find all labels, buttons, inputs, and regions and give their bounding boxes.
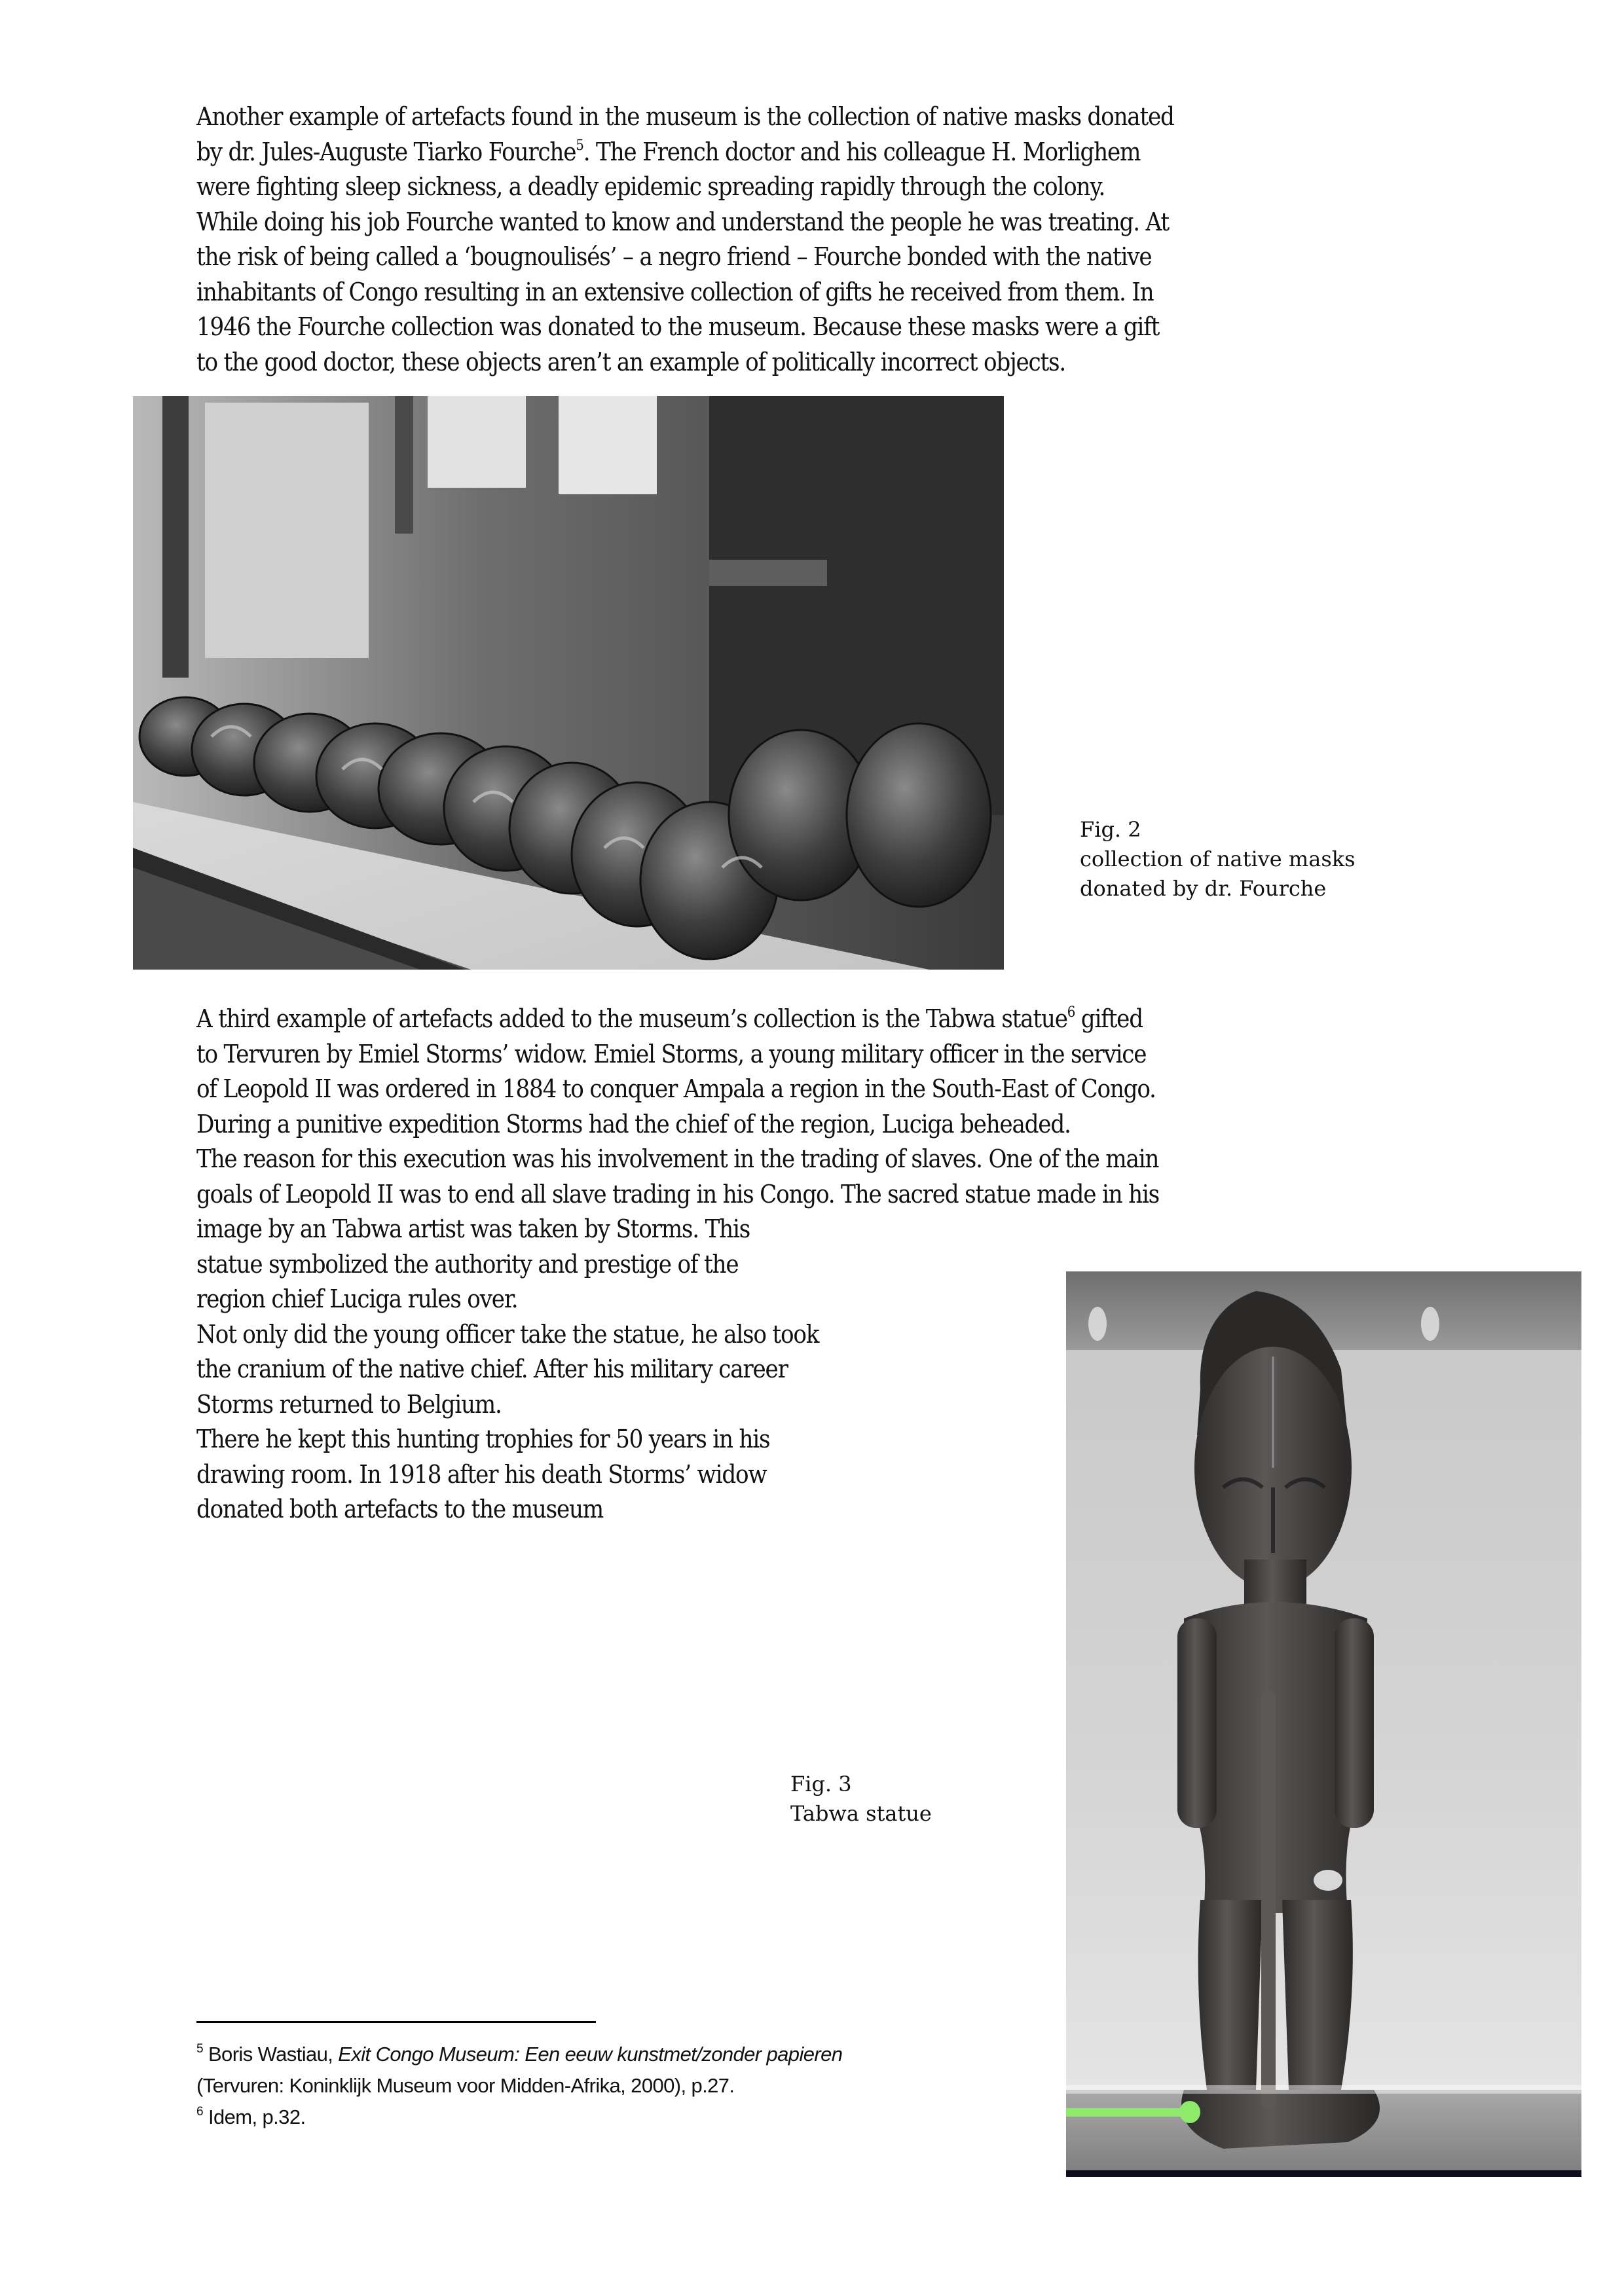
text-line: the cranium of the native chief. After his military career (196, 1355, 788, 1383)
text-line: statue symbolized the authority and prestige of the (196, 1249, 739, 1279)
footnote-book-title: Exit Congo Museum: Een eeuw kunstmet/zonder papieren (338, 2043, 843, 2066)
text-line: of Leopold II was ordered in 1884 to conquer Ampala a region in the South-East of Congo. (196, 1074, 1156, 1103)
text-line: 1946 the Fourche collection was donated to the museum. Because these masks were a gift (196, 312, 1160, 341)
video-bottom-bar (1066, 2170, 1581, 2177)
figure-2-caption (1080, 815, 1356, 903)
figure-3-label: Fig. 3 (790, 1772, 852, 1796)
text-line: Storms returned to Belgium. (196, 1389, 502, 1419)
text-line: the risk of being called a ‘bougnoulisés’ – a negro friend – Fourche bonded with the native (196, 242, 1152, 271)
text-line: A third example of artefacts added to the museum’s collection is the Tabwa statue$^6$ gifted (196, 1004, 1143, 1033)
footnote-5: $^5$ Boris Wastiau, Exit Congo Museum: Een eeuw kunstmet/zonder papieren (196, 2042, 843, 2066)
statue-illustration (1066, 1271, 1581, 2177)
footnote-number: 6 (196, 2105, 203, 2119)
text-line: region chief Luciga rules over. (196, 1285, 518, 1313)
text-line: inhabitants of Congo resulting in an extensive collection of gifts he received from them. In (196, 277, 1154, 306)
text-line: image by an Tabwa artist was taken by Storms. This (196, 1214, 750, 1243)
statue-video-frame[interactable] (1066, 1271, 1581, 2177)
text-line: by dr. Jules-Auguste Tiarko Fourche$^5$. The French doctor and his colleague H. Morlighem (196, 137, 1141, 166)
text-line: Not only did the young officer take the statue, he also took (196, 1319, 819, 1349)
masks-photo (133, 396, 1004, 970)
text-line: were fighting sleep sickness, a deadly epidemic spreading rapidly through the colony. (196, 172, 1105, 201)
text-line: Another example of artefacts found in the museum is the collection of native masks donated (196, 102, 1174, 131)
video-scrubber-thumb[interactable] (1179, 2101, 1200, 2123)
caption-line: collection of native masks (1080, 847, 1356, 871)
text-line: The reason for this execution was his involvement in the trading of slaves. One of the main (196, 1144, 1159, 1173)
text-line: to Tervuren by Emiel Storms’ widow. Emiel Storms, a young military officer in the service (196, 1039, 1147, 1068)
figure-3-caption (790, 1770, 932, 1829)
text-line: goals of Leopold II was to end all slave trading in his Congo. The sacred statue made in his (196, 1179, 1159, 1209)
footnotes (196, 2039, 1048, 2133)
caption-line: Tabwa statue (790, 1801, 932, 1826)
footnote-5-continued: (Tervuren: Koninklijk Museum voor Midden-Afrika, 2000), p.27. (196, 2074, 735, 2097)
paragraph-fourche-masks (196, 100, 1513, 380)
text-line: There he kept this hunting trophies for 50 years in his (196, 1425, 770, 1453)
text-line: drawing room. In 1918 after his death Storms’ widow (196, 1459, 767, 1489)
figure-2-label: Fig. 2 (1080, 817, 1141, 842)
footnote-number: 5 (196, 2042, 203, 2056)
text-line: donated both artefacts to the museum (196, 1495, 604, 1523)
text-line: to the good doctor, these objects aren’t an example of politically incorrect objects. (196, 347, 1065, 376)
text-line: During a punitive expedition Storms had the chief of the region, Luciga beheaded. (196, 1109, 1071, 1139)
video-scrubber-track[interactable] (1066, 2085, 1581, 2094)
footnote-ref-5[interactable]: 5 (576, 137, 583, 154)
footnote-ref-6[interactable]: 6 (1067, 1004, 1075, 1021)
text-line: While doing his job Fourche wanted to know and understand the people he was treating. At (196, 207, 1169, 236)
footnote-separator (196, 2021, 596, 2023)
masks-photo-illustration (133, 396, 1004, 970)
caption-line: donated by dr. Fourche (1080, 876, 1327, 901)
footnote-6: $^6$ Idem, p.32. (196, 2105, 306, 2128)
video-progress-fill (1066, 2108, 1190, 2117)
